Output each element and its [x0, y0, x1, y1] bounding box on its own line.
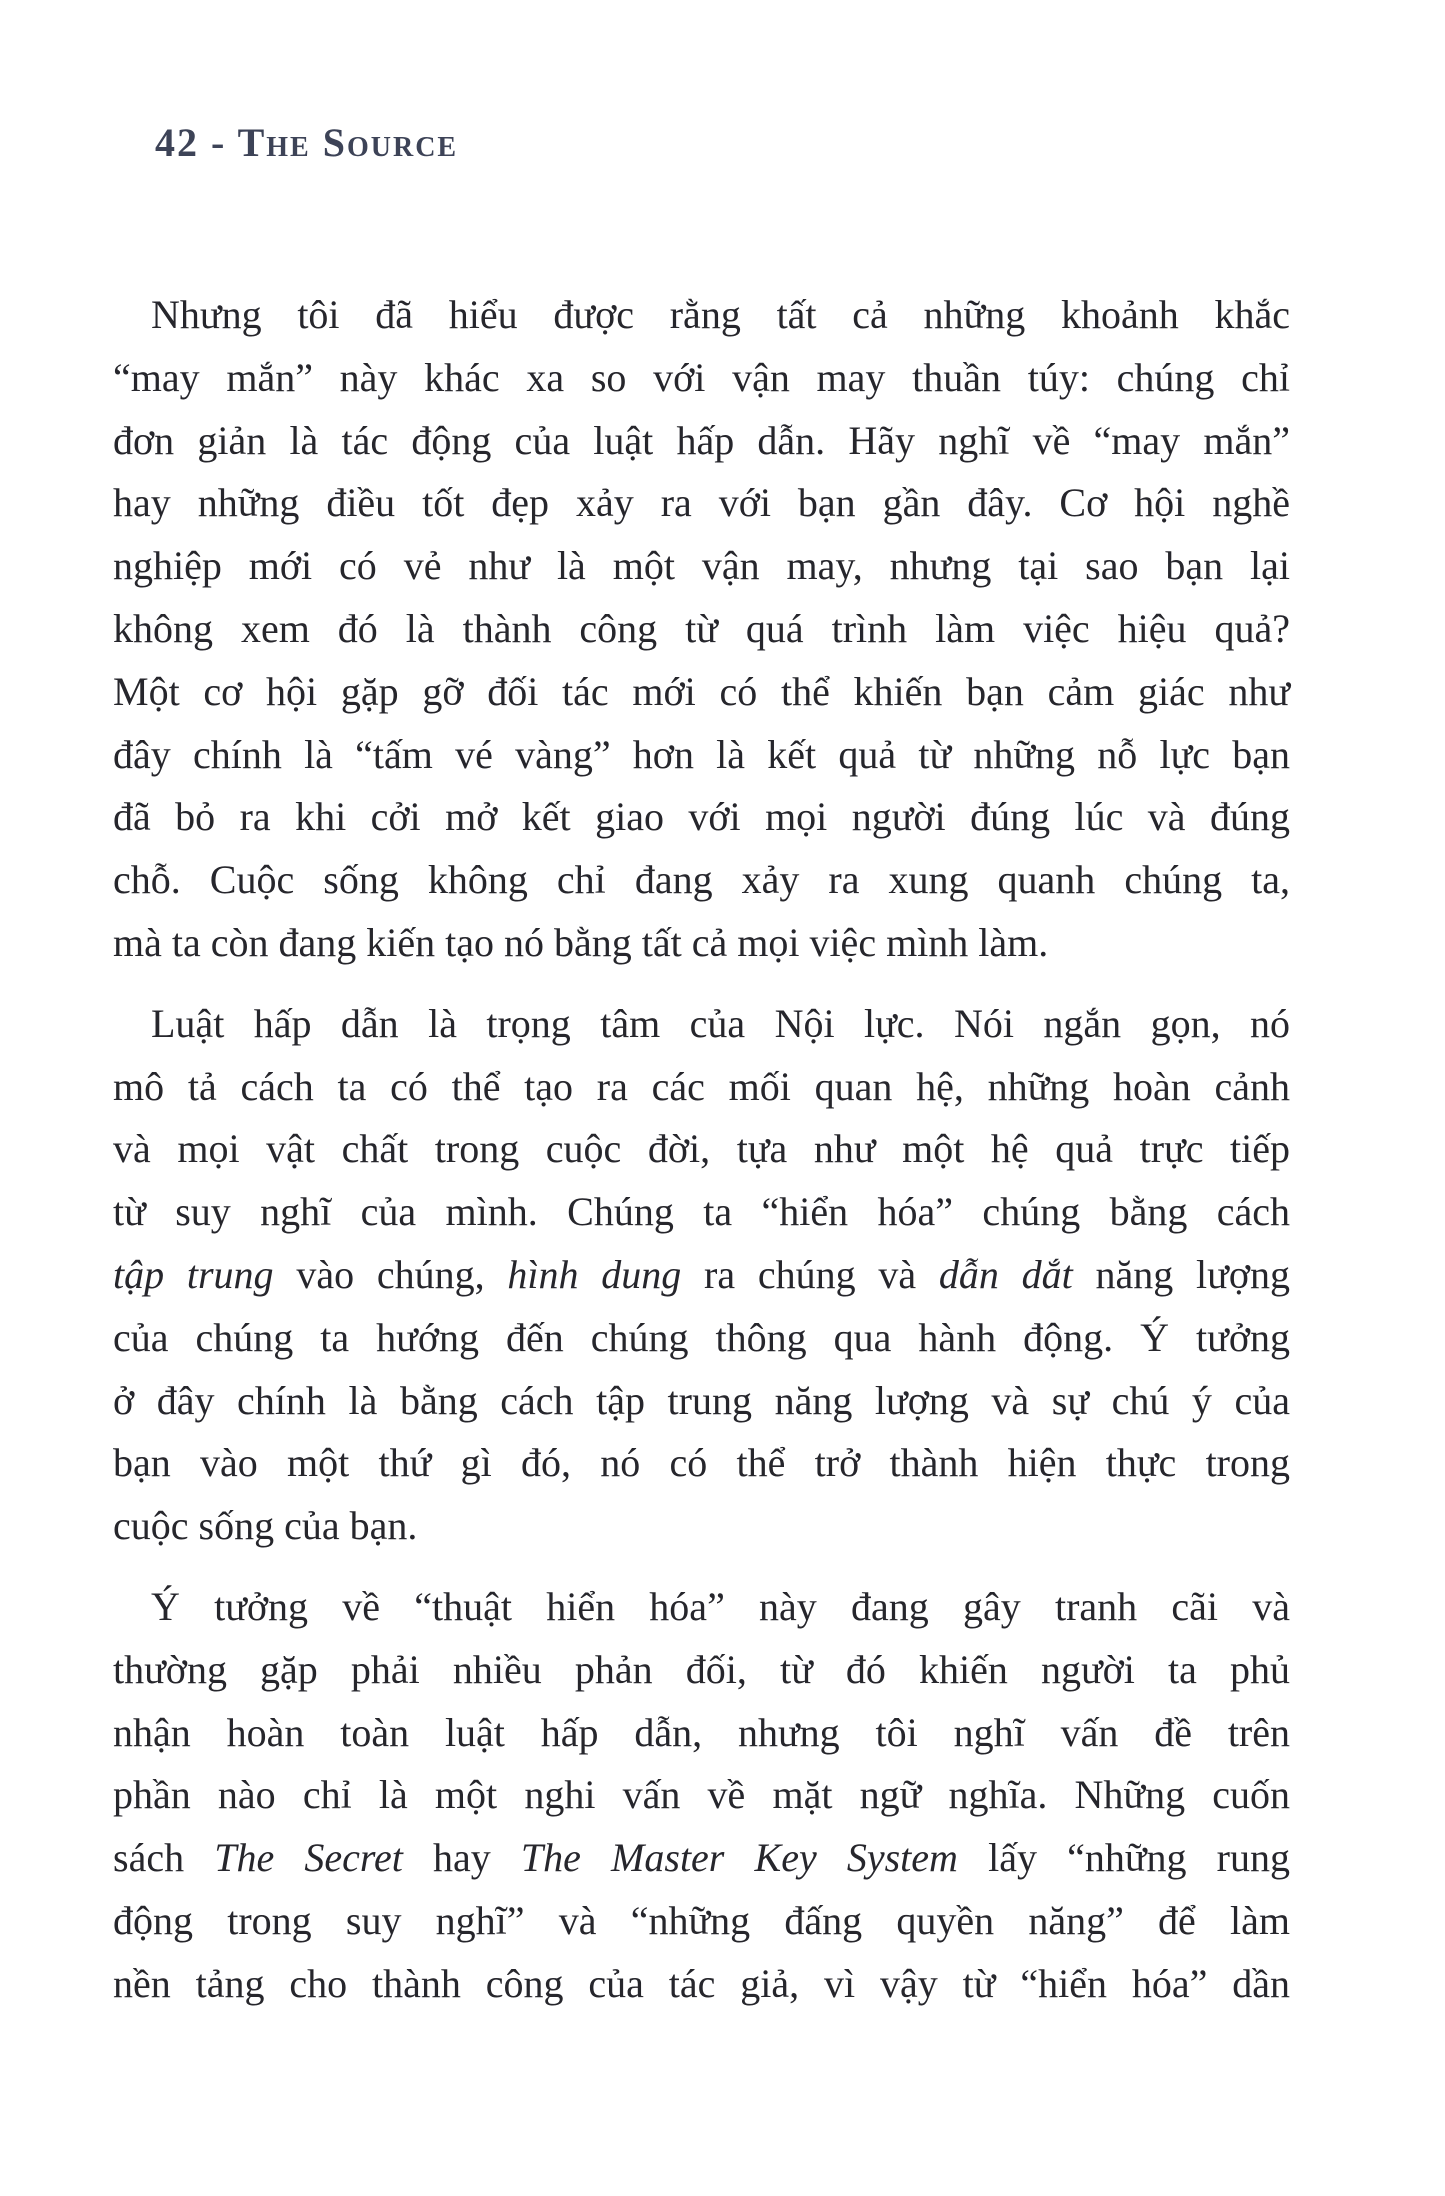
text-run: lấy “những rung [957, 1835, 1290, 1881]
text-run: phần nào chỉ là một nghi vấn về mặt ngữ nghĩa. Những cuốn [113, 1772, 1290, 1818]
text-line [113, 1370, 1290, 1433]
text-line [113, 1118, 1290, 1181]
text-run: và mọi vật chất trong cuộc đời, tựa như một hệ quả trực tiếp [113, 1126, 1290, 1172]
text-line [113, 1764, 1290, 1827]
text-run: nền tảng cho thành công của tác giả, vì vậy từ “hiển hóa” dần [113, 1960, 1290, 2006]
paragraph-2 [113, 993, 1290, 1558]
text-line [113, 1244, 1290, 1307]
text-line [113, 724, 1290, 787]
text-run: từ suy nghĩ của mình. Chúng ta “hiển hóa” chúng bằng cách [113, 1189, 1290, 1235]
text-run: của chúng ta hướng đến chúng thông qua hành động. Ý tưởng [113, 1314, 1290, 1360]
italic-text-run: The Secret [214, 1835, 403, 1881]
italic-text-run: tập trung [113, 1251, 274, 1297]
text-run: đây chính là “tấm vé vàng” hơn là kết quả từ những nỗ lực bạn [113, 731, 1290, 777]
text-run: đã bỏ ra khi cởi mở kết giao với mọi người đúng lúc và đúng [113, 794, 1290, 840]
text-line [113, 284, 1290, 347]
text-line [113, 598, 1290, 661]
page-header [155, 122, 458, 164]
text-line [113, 535, 1290, 598]
text-line [113, 1056, 1290, 1119]
text-line [113, 1432, 1290, 1495]
text-run: năng lượng [1072, 1251, 1290, 1297]
text-line [113, 1702, 1290, 1765]
text-line [113, 472, 1290, 535]
text-run: vào chúng, [273, 1251, 508, 1297]
text-run: chỗ. Cuộc sống không chỉ đang xảy ra xung quanh chúng ta, [113, 857, 1290, 903]
text-run: động trong suy nghĩ” và “những đấng quyền năng” để làm [113, 1897, 1290, 1943]
text-run: cuộc sống của bạn. [113, 1503, 418, 1549]
text-line [113, 993, 1290, 1056]
text-line [113, 661, 1290, 724]
text-line [113, 1307, 1290, 1370]
text-line [113, 1495, 1290, 1558]
paragraph-1 [113, 284, 1290, 975]
text-run: Nhưng tôi đã hiểu được rằng tất cả những khoảnh khắc [151, 292, 1290, 337]
text-line [113, 1827, 1290, 1890]
text-line [113, 912, 1290, 975]
text-line [113, 1890, 1290, 1953]
text-run: sách [113, 1835, 215, 1881]
text-line [113, 1181, 1290, 1244]
text-run: đơn giản là tác động của luật hấp dẫn. Hãy nghĩ về “may mắn” [113, 417, 1290, 463]
text-run: “may mắn” này khác xa so với vận may thuần túy: chúng chỉ [113, 354, 1290, 400]
text-run: ở đây chính là bằng cách tập trung năng lượng và sự chú ý của [113, 1377, 1290, 1423]
text-run: nghiệp mới có vẻ như là một vận may, nhưng tại sao bạn lại [113, 543, 1290, 589]
text-run: bạn vào một thứ gì đó, nó có thể trở thành hiện thực trong [113, 1440, 1290, 1486]
text-run: Luật hấp dẫn là trọng tâm của Nội lực. Nói ngắn gọn, nó [151, 1000, 1290, 1046]
italic-text-run: dẫn dắt [938, 1251, 1073, 1297]
paragraph-3 [113, 1576, 1290, 2016]
text-line [113, 1953, 1290, 2016]
text-line [113, 1639, 1290, 1702]
italic-text-run: The Master Key System [520, 1835, 958, 1881]
text-line [113, 347, 1290, 410]
text-line [113, 786, 1290, 849]
text-line [113, 410, 1290, 473]
text-run: hay những điều tốt đẹp xảy ra với bạn gần đây. Cơ hội nghề [113, 480, 1290, 526]
text-run: Một cơ hội gặp gỡ đối tác mới có thể khiến bạn cảm giác như [113, 668, 1290, 714]
text-run: không xem đó là thành công từ quá trình làm việc hiệu quả? [113, 605, 1290, 651]
page-header-text: 42 - The Source [155, 120, 459, 165]
text-line [113, 1576, 1290, 1639]
text-run: Ý tưởng về “thuật hiển hóa” này đang gây tranh cãi và [151, 1583, 1290, 1629]
body-text [113, 284, 1290, 2034]
text-run: hay [402, 1835, 521, 1881]
text-run: mô tả cách ta có thể tạo ra các mối quan hệ, những hoàn cảnh [113, 1063, 1290, 1109]
text-run: nhận hoàn toàn luật hấp dẫn, nhưng tôi nghĩ vấn đề trên [113, 1709, 1290, 1755]
text-line [113, 849, 1290, 912]
text-run: thường gặp phải nhiều phản đối, từ đó khiến người ta phủ [113, 1646, 1290, 1692]
text-run: mà ta còn đang kiến tạo nó bằng tất cả mọi việc mình làm. [113, 919, 1049, 965]
italic-text-run: hình dung [507, 1251, 682, 1297]
text-run: ra chúng và [681, 1251, 939, 1297]
